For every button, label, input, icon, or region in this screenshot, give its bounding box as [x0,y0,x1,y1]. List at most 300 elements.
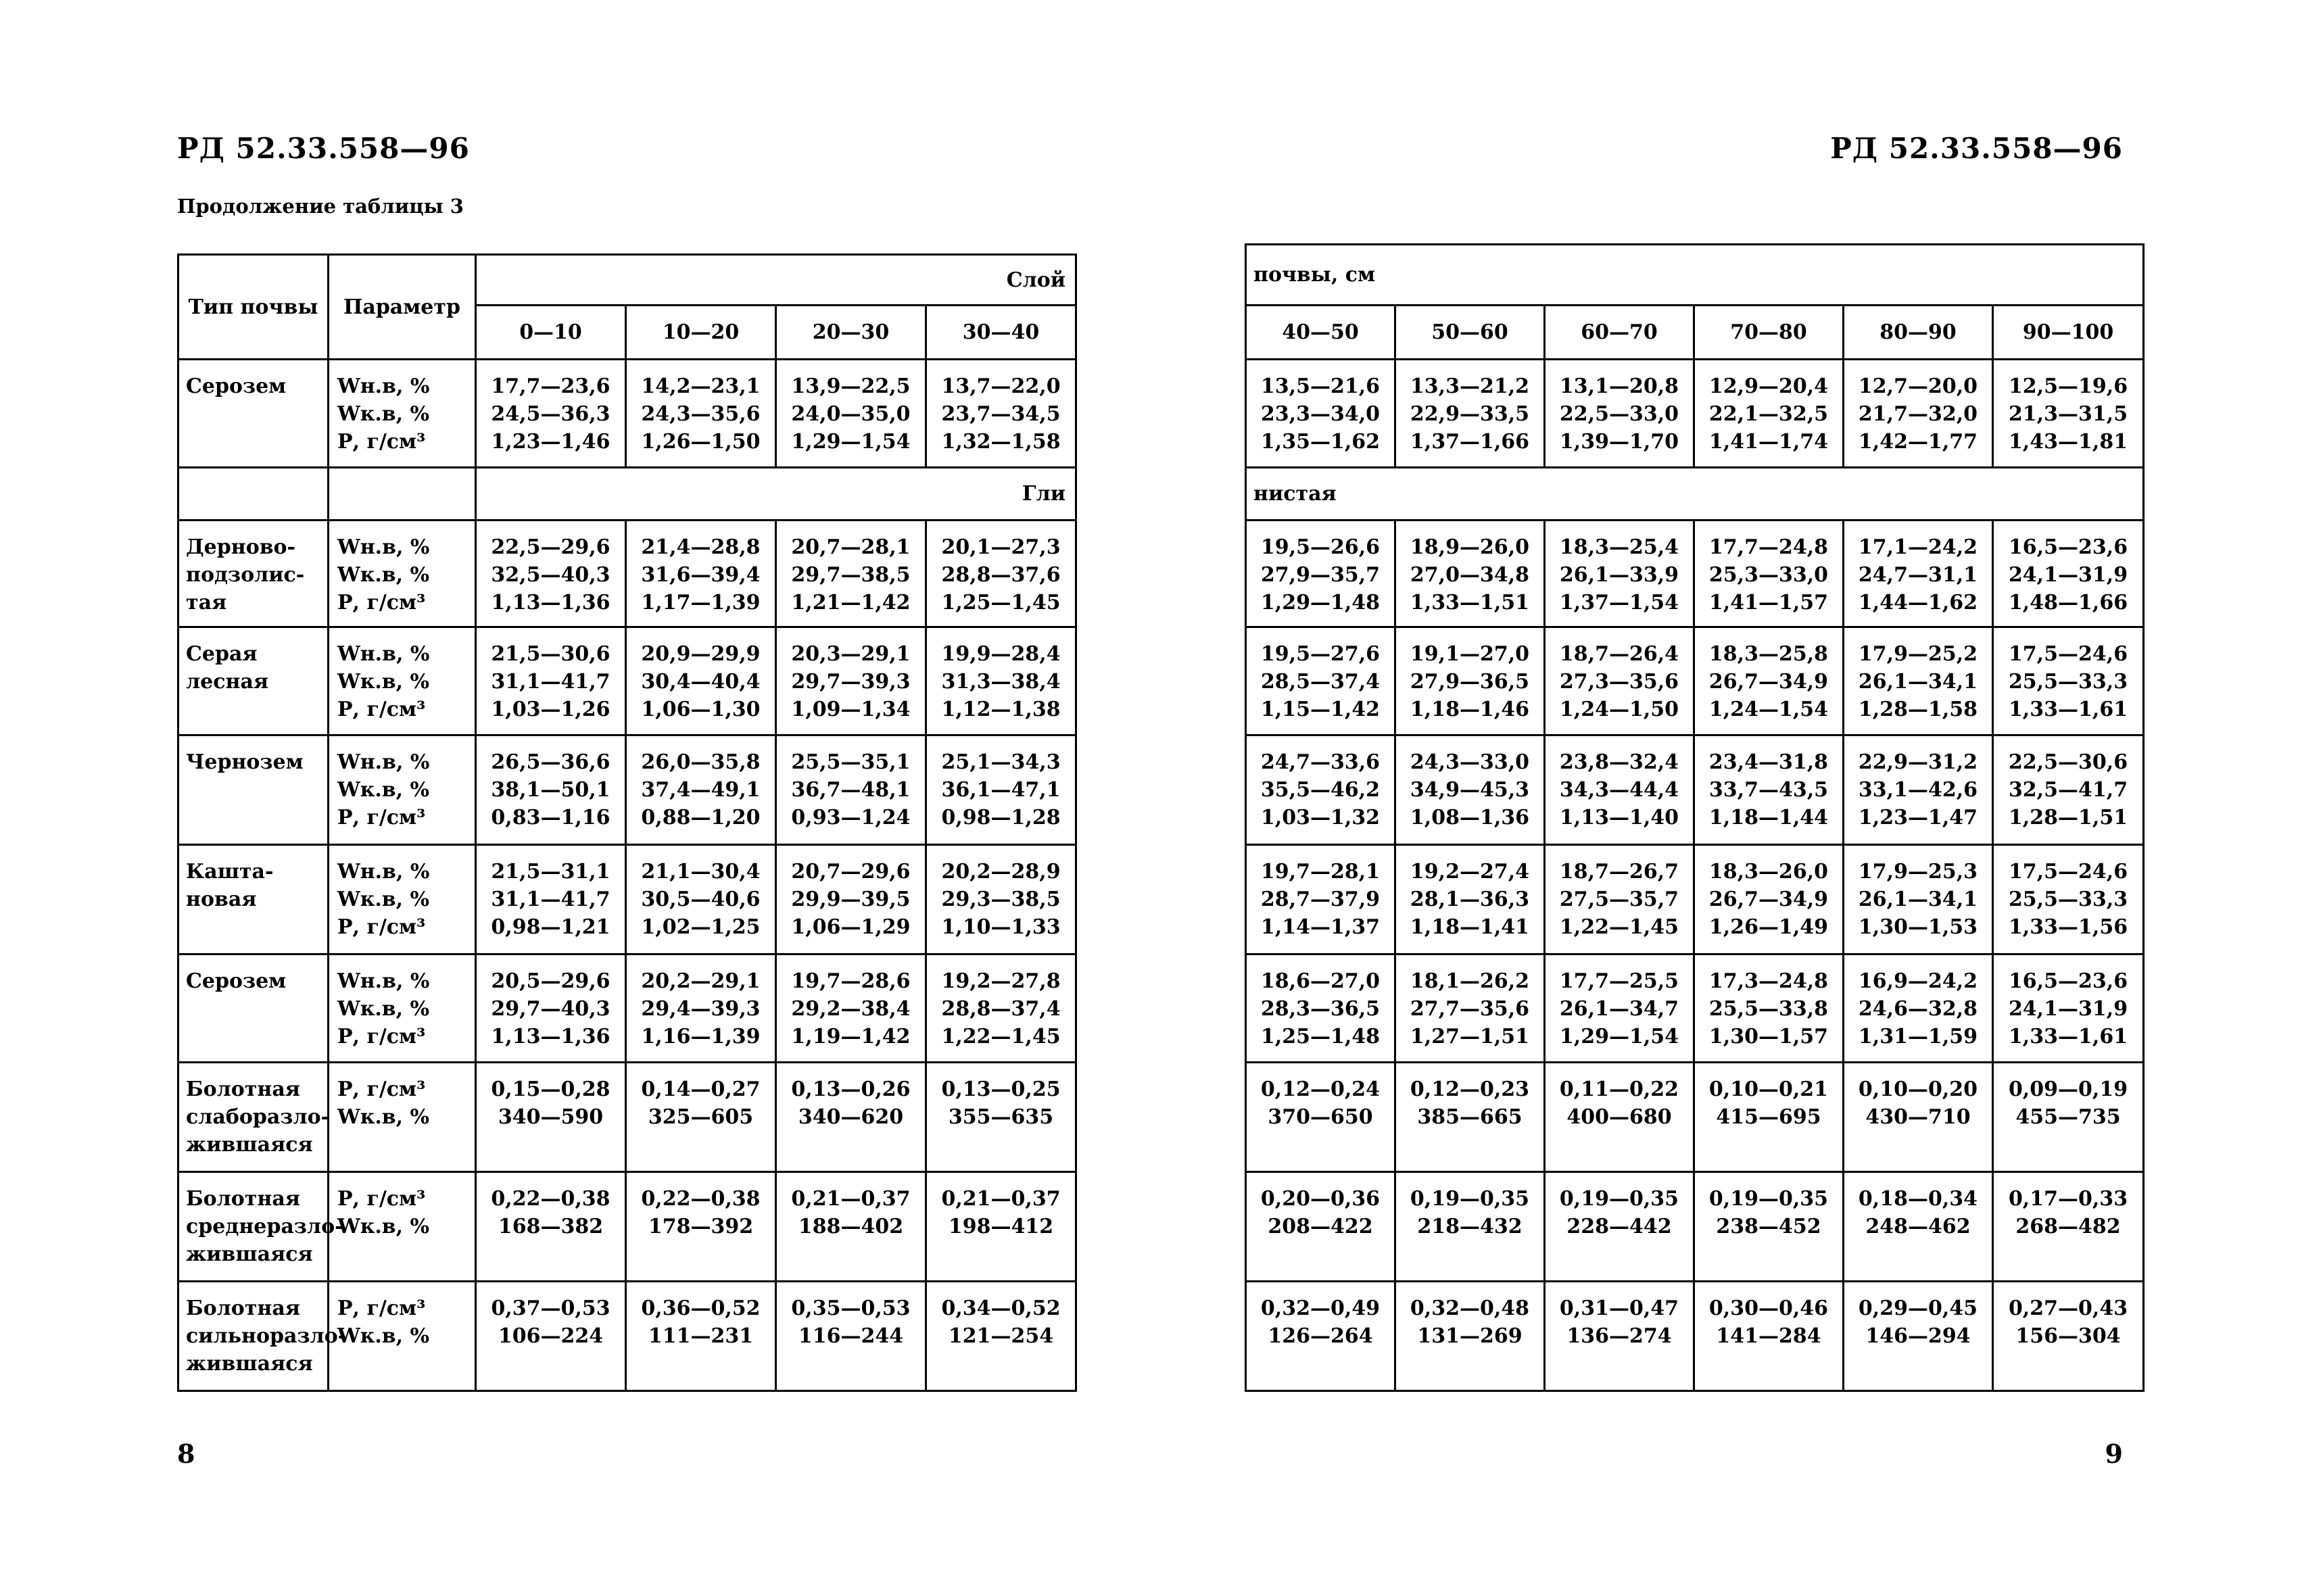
value-cell [1993,1063,2144,1172]
value-line: 0,32—0,49 [1260,1297,1381,1320]
layer-header-cell: 70—80 [1694,306,1844,360]
value-line: 13,9—22,5 [791,374,911,398]
value-line: 0,21—0,37 [791,1187,911,1211]
value-cell [926,627,1076,735]
soil-type-cell [178,735,329,845]
value-line: 1,13—1,40 [1559,806,1679,829]
value-line: 1,24—1,50 [1559,698,1679,721]
value-cell [626,1282,776,1391]
value-cell [476,735,626,845]
value-cell [1246,735,1395,845]
parameter-line: Wк.в, % [337,563,430,587]
soil-type-line: новая [186,888,257,911]
header-soil-type [178,255,329,360]
value-cell [1395,735,1545,845]
header-parameter [329,255,476,360]
value-line: 24,7—31,1 [1858,563,1978,587]
value-line: 27,3—35,6 [1559,670,1679,694]
value-cell [776,954,926,1063]
value-line: 1,03—1,32 [1260,806,1381,829]
value-cell [1694,735,1844,845]
value-line: 13,5—21,6 [1260,374,1381,398]
value-cell [1694,1282,1844,1391]
value-cell [626,627,776,735]
parameter-line: Wк.в, % [337,402,430,426]
value-cell [776,735,926,845]
value-line: 0,88—1,20 [641,806,761,829]
value-cell [926,1282,1076,1391]
value-line: 0,12—0,24 [1260,1078,1381,1101]
value-line: 21,4—28,8 [641,535,761,559]
parameter-line: Р, г/см³ [337,698,426,721]
value-line: 18,7—26,4 [1559,642,1679,666]
value-line: 29,4—39,3 [641,997,761,1021]
soil-table-right [1245,243,2145,1392]
value-line: 1,29—1,54 [1559,1025,1679,1048]
value-line: 238—452 [1716,1215,1821,1238]
value-line: 1,23—1,47 [1858,806,1978,829]
value-line: 23,3—34,0 [1260,402,1381,426]
value-line: 27,0—34,8 [1410,563,1530,587]
parameter-line: Wн.в, % [337,969,430,993]
value-cell [1395,845,1545,954]
value-line: 31,1—41,7 [491,670,610,694]
value-cell [1993,735,2144,845]
value-cell [476,521,626,627]
value-line: 25,3—33,0 [1708,563,1829,587]
value-cell [776,1282,926,1391]
value-line: 131—269 [1417,1324,1523,1348]
value-line: 168—382 [498,1215,604,1238]
value-line: 136—274 [1566,1324,1672,1348]
value-line: 0,15—0,28 [491,1078,610,1101]
value-line: 415—695 [1716,1105,1821,1129]
value-cell [926,521,1076,627]
value-line: 20,2—28,9 [941,860,1061,884]
value-line: 1,25—1,48 [1260,1025,1381,1048]
value-cell [1545,360,1694,468]
value-line: 27,7—35,6 [1410,997,1530,1021]
value-line: 0,19—0,35 [1559,1187,1679,1211]
value-line: 1,25—1,45 [941,591,1061,614]
value-cell [1246,845,1395,954]
value-line: 116—244 [798,1324,904,1348]
value-line: 35,5—46,2 [1260,778,1381,802]
value-cell [1246,1063,1395,1172]
value-line: 26,1—33,9 [1559,563,1679,587]
value-cell [1545,627,1694,735]
value-line: 0,83—1,16 [491,806,610,829]
value-cell [1395,1282,1545,1391]
value-line: 19,7—28,6 [791,969,911,993]
value-line: 24,0—35,0 [791,402,911,426]
parameter-line: Wк.в, % [337,997,430,1021]
value-line: 0,10—0,21 [1708,1078,1829,1101]
value-line: 20,9—29,9 [641,642,761,666]
value-cell [626,954,776,1063]
table-row [1246,1063,2144,1172]
soil-type-line: Серозем [186,374,287,398]
value-line: 141—284 [1716,1324,1821,1348]
value-cell [1844,735,1993,845]
value-line: 26,1—34,7 [1559,997,1679,1021]
value-line: 26,1—34,1 [1858,888,1978,911]
value-line: 19,9—28,4 [941,642,1061,666]
table-row [178,360,1076,468]
value-line: 21,3—31,5 [2008,402,2128,426]
value-line: 0,27—0,43 [2008,1297,2128,1320]
soil-type-line: лесная [186,670,269,694]
value-cell [1993,360,2144,468]
value-line: 12,7—20,0 [1858,374,1978,398]
value-line: 1,18—1,46 [1410,698,1530,721]
parameter-cell [329,1282,476,1391]
value-line: 1,39—1,70 [1559,430,1679,454]
value-line: 13,1—20,8 [1559,374,1679,398]
value-line: 34,9—45,3 [1410,778,1530,802]
value-line: 36,1—47,1 [941,778,1061,802]
table-row [178,521,1076,627]
value-line: 1,23—1,46 [491,430,610,454]
value-line: 0,31—0,47 [1559,1297,1679,1320]
value-cell [776,1063,926,1172]
value-line: 31,3—38,4 [941,670,1061,694]
value-line: 0,29—0,45 [1858,1297,1978,1320]
value-line: 23,4—31,8 [1708,750,1829,774]
value-line: 26,5—36,6 [491,750,610,774]
value-line: 1,28—1,51 [2008,806,2128,829]
value-line: 20,1—27,3 [941,535,1061,559]
value-cell [926,1063,1076,1172]
value-cell [1395,1172,1545,1282]
value-line: 28,8—37,6 [941,563,1061,587]
table-row [1246,1282,2144,1391]
value-cell [1844,954,1993,1063]
value-line: 28,8—37,4 [941,997,1061,1021]
value-line: 400—680 [1566,1105,1672,1129]
table-row [1246,954,2144,1063]
value-cell [1246,521,1395,627]
value-line: 1,41—1,57 [1708,591,1829,614]
value-line: 355—635 [948,1105,1054,1129]
value-line: 19,2—27,4 [1410,860,1530,884]
value-cell [626,360,776,468]
header-soil-type-label: Тип почвы [188,295,318,319]
value-line: 26,0—35,8 [641,750,761,774]
soil-type-line: тая [186,591,227,614]
soil-type-cell [178,521,329,627]
value-line: 0,11—0,22 [1559,1078,1679,1101]
value-line: 1,48—1,66 [2008,591,2128,614]
value-line: 0,19—0,35 [1708,1187,1829,1211]
value-cell [1993,1282,2144,1391]
value-line: 0,93—1,24 [791,806,911,829]
value-line: 21,7—32,0 [1858,402,1978,426]
value-line: 156—304 [2015,1324,2121,1348]
doc-code-left: РД 52.33.558—96 [177,132,470,165]
layer-header-cell: 40—50 [1246,306,1395,360]
value-cell [776,1172,926,1282]
value-line: 24,7—33,6 [1260,750,1381,774]
value-line: 0,10—0,20 [1858,1078,1978,1101]
value-cell [926,360,1076,468]
value-cell [1694,1172,1844,1282]
value-line: 18,3—26,0 [1708,860,1829,884]
value-cell [1246,1282,1395,1391]
value-line: 24,6—32,8 [1858,997,1978,1021]
value-line: 106—224 [498,1324,604,1348]
parameter-line: Wн.в, % [337,860,430,884]
value-line: 13,7—22,0 [941,374,1061,398]
value-cell [1993,521,2144,627]
soil-type-line: Кашта- [186,860,274,884]
value-line: 111—231 [648,1324,754,1348]
value-cell [476,1172,626,1282]
value-cell [1246,954,1395,1063]
value-line: 19,7—28,1 [1260,860,1381,884]
value-line: 25,5—35,1 [791,750,911,774]
value-cell [476,360,626,468]
parameter-line: Wн.в, % [337,750,430,774]
value-line: 1,12—1,38 [941,698,1061,721]
value-cell [1993,627,2144,735]
value-line: 0,37—0,53 [491,1297,610,1320]
value-line: 29,7—38,5 [791,563,911,587]
layer-header-cell: 90—100 [1993,306,2144,360]
value-line: 17,9—25,3 [1858,860,1978,884]
value-line: 20,2—29,1 [641,969,761,993]
value-line: 22,5—29,6 [491,535,610,559]
value-line: 29,7—39,3 [791,670,911,694]
value-line: 31,1—41,7 [491,888,610,911]
parameter-cell [329,1063,476,1172]
value-cell [1993,845,2144,954]
soil-type-line: жившаяся [186,1242,313,1266]
value-line: 0,98—1,28 [941,806,1061,829]
value-line: 19,2—27,8 [941,969,1061,993]
value-line: 218—432 [1417,1215,1523,1238]
value-line: 25,5—33,3 [2008,888,2128,911]
table-row [178,1282,1076,1391]
parameter-line: Wк.в, % [337,888,430,911]
value-line: 0,18—0,34 [1858,1187,1978,1211]
value-line: 30,4—40,4 [641,670,761,694]
value-line: 16,9—24,2 [1858,969,1978,993]
value-line: 1,18—1,41 [1410,915,1530,939]
layer-header-cell: 60—70 [1545,306,1694,360]
value-line: 12,5—19,6 [2008,374,2128,398]
table-row [178,735,1076,845]
value-cell [1694,627,1844,735]
value-line: 1,41—1,74 [1708,430,1829,454]
value-cell [1993,1172,2144,1282]
value-cell [1545,954,1694,1063]
parameter-line: Wн.в, % [337,374,430,398]
value-line: 1,33—1,61 [2008,1025,2128,1048]
soil-table-left [177,253,1077,1392]
value-line: 25,5—33,3 [2008,670,2128,694]
value-line: 1,37—1,54 [1559,591,1679,614]
value-cell [626,845,776,954]
value-line: 17,7—23,6 [491,374,610,398]
value-line: 1,29—1,54 [791,430,911,454]
value-line: 19,5—26,6 [1260,535,1381,559]
value-line: 26,7—34,9 [1708,670,1829,694]
empty-cell [178,468,329,521]
layer-header-cell: 20—30 [776,306,926,360]
table-row [178,1063,1076,1172]
value-line: 34,3—44,4 [1559,778,1679,802]
value-line: 20,5—29,6 [491,969,610,993]
value-line: 121—254 [948,1324,1054,1348]
value-line: 178—392 [648,1215,754,1238]
value-line: 24,5—36,3 [491,402,610,426]
soil-type-line: Болотная [186,1078,300,1101]
value-line: 17,5—24,6 [2008,860,2128,884]
value-line: 1,33—1,56 [2008,915,2128,939]
value-cell [626,735,776,845]
value-line: 430—710 [1865,1105,1971,1129]
value-line: 1,29—1,48 [1260,591,1381,614]
value-cell [476,845,626,954]
value-line: 1,02—1,25 [641,915,761,939]
value-line: 0,14—0,27 [641,1078,761,1101]
parameter-line: Р, г/см³ [337,591,426,614]
value-cell [1844,845,1993,954]
value-line: 27,9—35,7 [1260,563,1381,587]
soil-type-cell [178,360,329,468]
soil-type-line: Дерново- [186,535,296,559]
value-line: 18,6—27,0 [1260,969,1381,993]
table-row [178,845,1076,954]
value-line: 27,5—35,7 [1559,888,1679,911]
group-label: нистая [1253,482,1337,506]
value-line: 21,5—30,6 [491,642,610,666]
header-layer-cont [1246,245,2144,306]
value-line: 1,32—1,58 [941,430,1061,454]
value-cell [1844,627,1993,735]
layer-header-cell: 80—90 [1844,306,1993,360]
value-line: 0,09—0,19 [2008,1078,2128,1101]
value-line: 1,08—1,36 [1410,806,1530,829]
soil-type-cell [178,627,329,735]
value-cell [476,954,626,1063]
parameter-line: Р, г/см³ [337,1025,426,1048]
value-line: 0,30—0,46 [1708,1297,1829,1320]
right-page [1150,0,2300,1596]
value-line: 1,27—1,51 [1410,1025,1530,1048]
parameter-line: Wк.в, % [337,1215,430,1238]
group-label: Гли [1022,482,1066,506]
value-cell [776,360,926,468]
value-line: 0,34—0,52 [941,1297,1061,1320]
soil-type-cell [178,845,329,954]
value-line: 18,1—26,2 [1410,969,1530,993]
table-row [1246,627,2144,735]
header-layer-label: Слой [1006,268,1066,292]
value-line: 1,33—1,61 [2008,698,2128,721]
value-line: 28,3—36,5 [1260,997,1381,1021]
value-line: 17,7—24,8 [1708,535,1829,559]
value-cell [926,954,1076,1063]
value-line: 340—620 [798,1105,904,1129]
value-line: 1,06—1,29 [791,915,911,939]
value-line: 32,5—40,3 [491,563,610,587]
value-line: 25,5—33,8 [1708,997,1829,1021]
value-cell [1545,1282,1694,1391]
value-line: 25,1—34,3 [941,750,1061,774]
value-cell [1694,360,1844,468]
value-line: 0,13—0,25 [941,1078,1061,1101]
value-line: 198—412 [948,1215,1054,1238]
value-line: 19,1—27,0 [1410,642,1530,666]
value-line: 1,28—1,58 [1858,698,1978,721]
value-line: 26,1—34,1 [1858,670,1978,694]
soil-type-line: Болотная [186,1187,300,1211]
value-line: 16,5—23,6 [2008,535,2128,559]
value-line: 29,3—38,5 [941,888,1061,911]
value-line: 228—442 [1566,1215,1672,1238]
soil-type-line: Чернозем [186,750,304,774]
value-line: 18,9—26,0 [1410,535,1530,559]
parameter-cell [329,845,476,954]
soil-type-line: Болотная [186,1297,300,1320]
value-cell [626,1063,776,1172]
value-cell [776,627,926,735]
value-line: 0,32—0,48 [1410,1297,1530,1320]
parameter-line: Wк.в, % [337,1324,430,1348]
parameter-line: Р, г/см³ [337,1078,426,1101]
value-line: 126—264 [1268,1324,1373,1348]
table-row [178,954,1076,1063]
layer-header-cell: 30—40 [926,306,1076,360]
value-line: 12,9—20,4 [1708,374,1829,398]
value-line: 1,13—1,36 [491,1025,610,1048]
value-cell [1545,1172,1694,1282]
value-line: 0,21—0,37 [941,1187,1061,1211]
value-cell [1844,1172,1993,1282]
value-line: 13,3—21,2 [1410,374,1530,398]
value-line: 14,2—23,1 [641,374,761,398]
value-line: 16,5—23,6 [2008,969,2128,993]
value-line: 1,21—1,42 [791,591,911,614]
value-cell [1395,954,1545,1063]
value-line: 22,5—30,6 [2008,750,2128,774]
value-cell [1694,845,1844,954]
value-cell [926,1172,1076,1282]
value-cell [1844,1063,1993,1172]
value-line: 17,3—24,8 [1708,969,1829,993]
parameter-line: Р, г/см³ [337,1297,426,1320]
value-line: 22,5—33,0 [1559,402,1679,426]
soil-type-line: Серая [186,642,258,666]
value-cell [926,735,1076,845]
parameter-cell [329,1172,476,1282]
value-cell [1246,1172,1395,1282]
value-cell [476,1282,626,1391]
table-caption: Продолжение таблицы 3 [177,195,464,218]
soil-type-line: среднеразло- [186,1215,343,1238]
value-line: 17,7—25,5 [1559,969,1679,993]
value-cell [626,521,776,627]
header-layer [476,255,1076,306]
value-line: 20,7—29,6 [791,860,911,884]
value-line: 22,9—33,5 [1410,402,1530,426]
value-line: 1,33—1,51 [1410,591,1530,614]
value-line: 188—402 [798,1215,904,1238]
value-cell [1993,954,2144,1063]
value-line: 32,5—41,7 [2008,778,2128,802]
